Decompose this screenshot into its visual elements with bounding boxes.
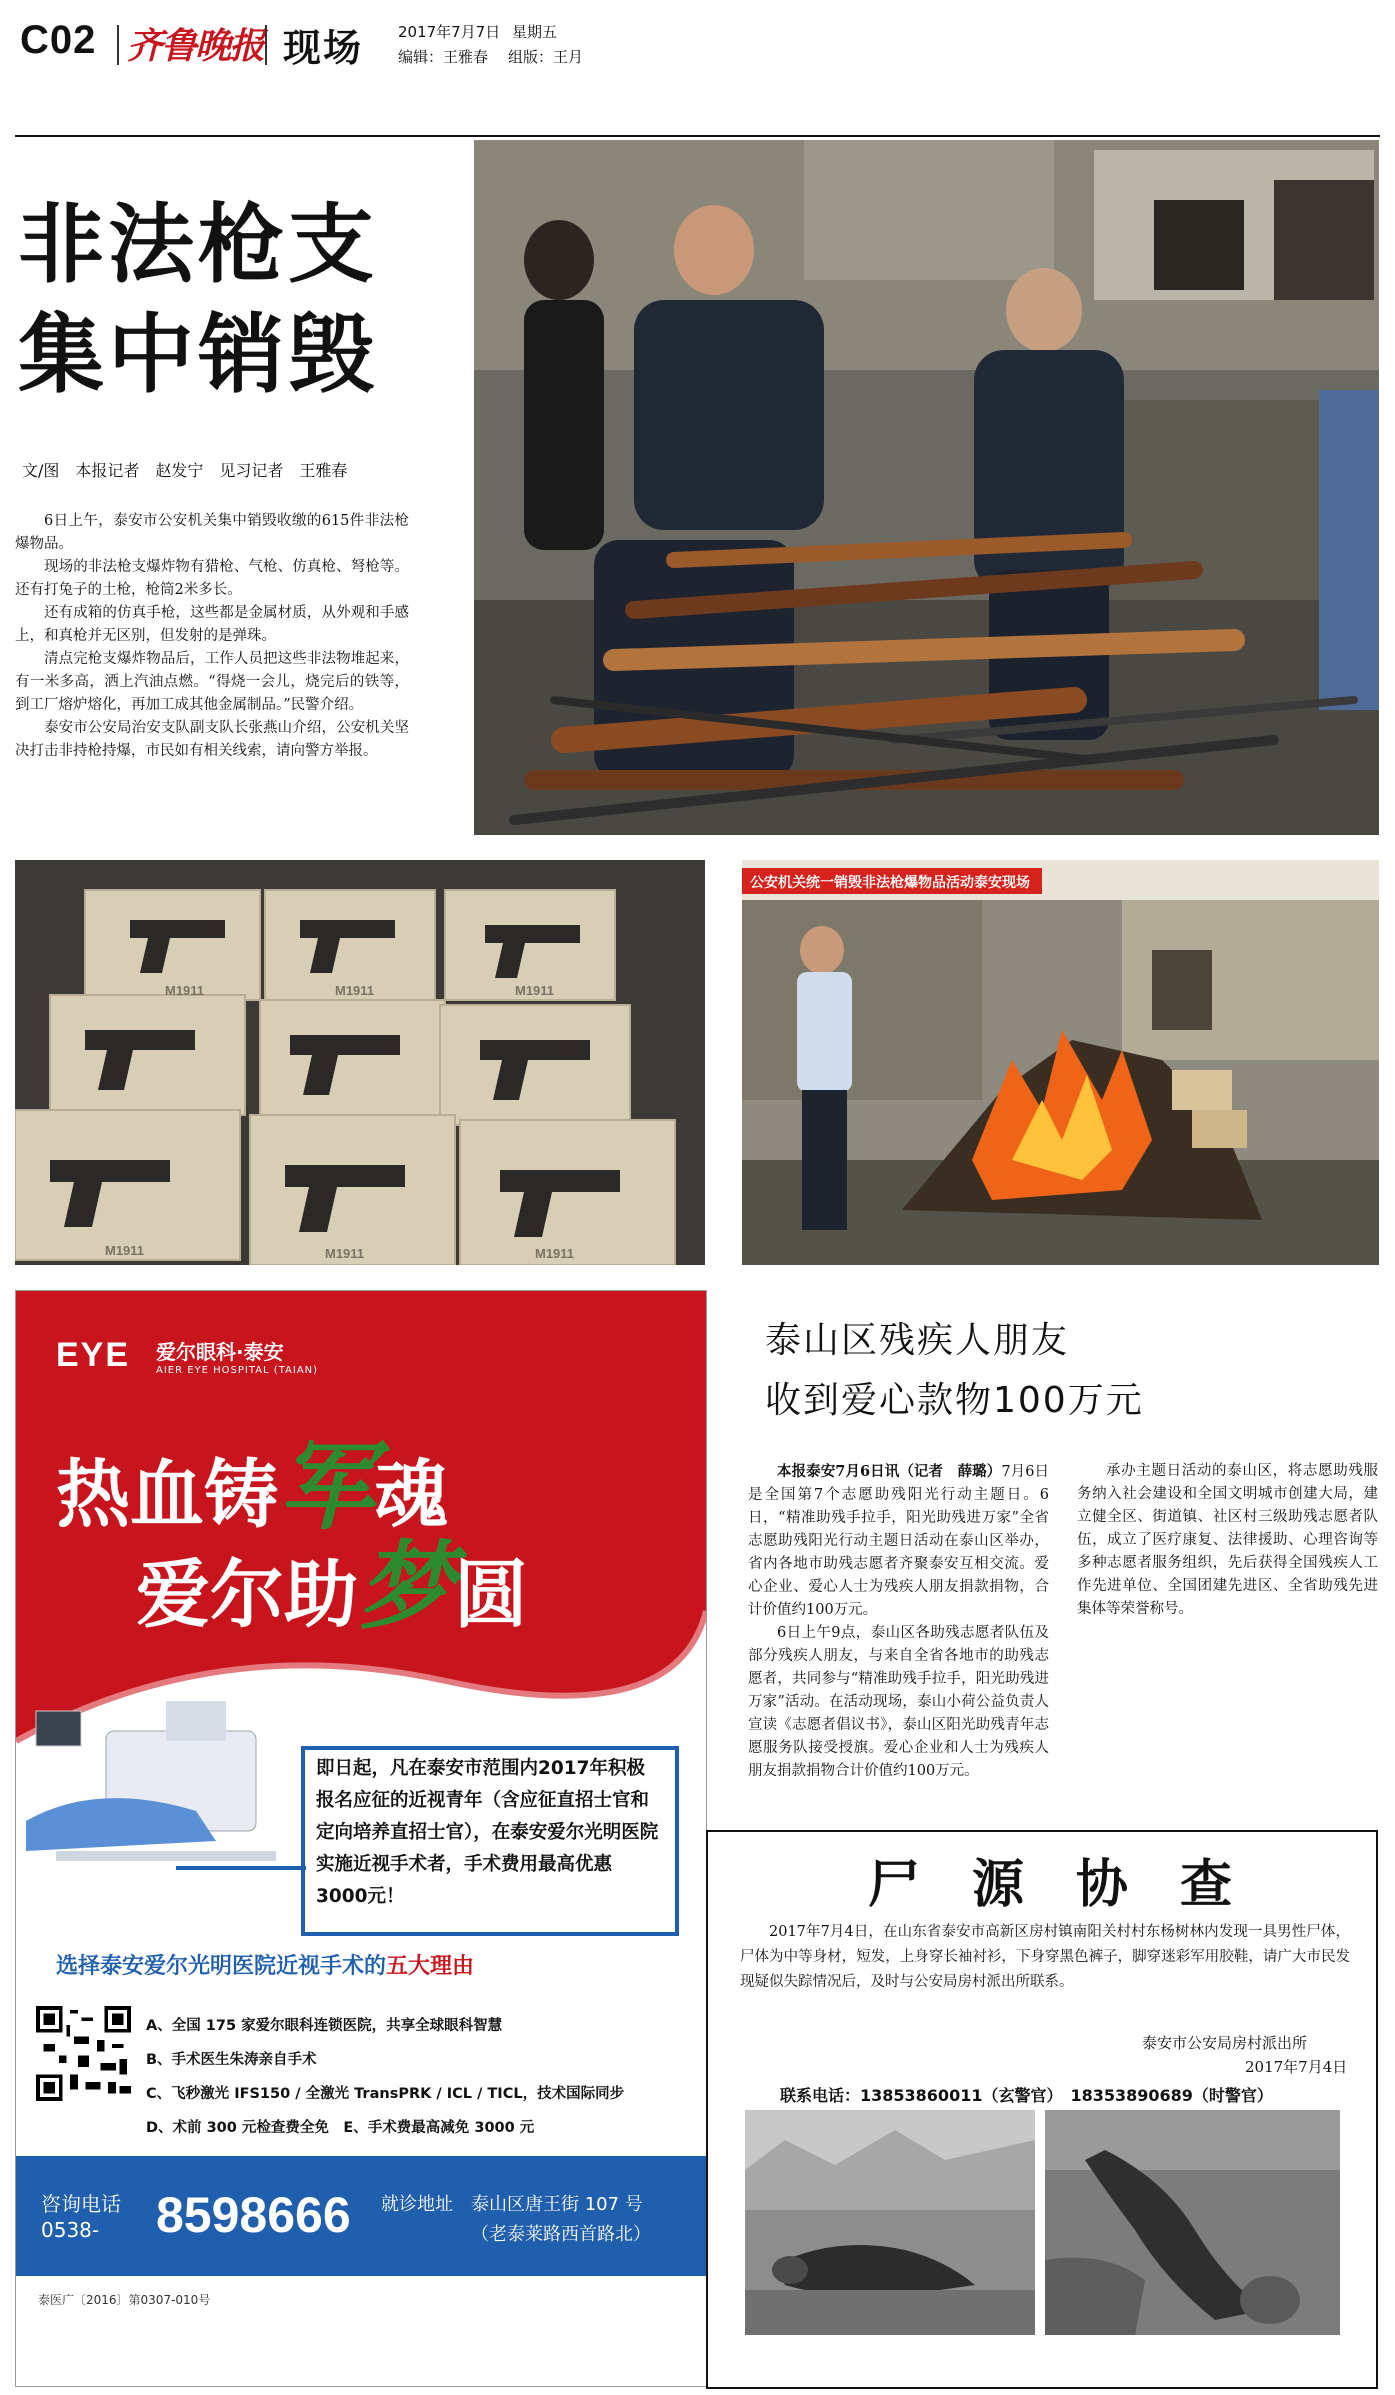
paragraph: 6日上午，泰安市公安机关集中销毁收缴的615件非法枪爆物品。 bbox=[15, 513, 409, 552]
editor-credit: 编辑：王雅春 bbox=[398, 48, 489, 66]
paragraph: 现场的非法枪支爆炸物有猎枪、气枪、仿真枪、弩枪等。还有打兔子的土枪，枪筒2米多长。 bbox=[15, 559, 409, 598]
ad-calligraphy-char: 梦 bbox=[358, 1530, 454, 1643]
layout-credit: 组版：王月 bbox=[508, 48, 584, 66]
surgery-equipment-image bbox=[16, 1691, 316, 1881]
paragraph: 泰安市公安局治安支队副支队长张燕山介绍，公安机关坚决打击非持枪持爆，市民如有相关线索，请向警方举报。 bbox=[15, 720, 409, 759]
reason-item: C、飞秒激光 IFS150 / 全激光 TransPRK / ICL / TICL，技术国际同步 bbox=[146, 2086, 625, 2102]
header-divider bbox=[265, 25, 267, 65]
photo-replica-pistols bbox=[15, 860, 705, 1265]
page-header bbox=[0, 0, 1395, 135]
ad-headline-text: 热血铸 bbox=[56, 1452, 278, 1538]
reason-item: B、手术医生朱涛亲自手术 bbox=[146, 2052, 317, 2068]
header-divider bbox=[117, 25, 119, 65]
notice-title: 尸 源 协 查 bbox=[868, 1854, 1233, 1915]
reasons-title-text: 选择泰安爱尔光明医院近视手术的 bbox=[56, 1954, 387, 1979]
charity-paragraph: 承办主题日活动的泰山区，将志愿助残服务纳入社会建设和全国文明城市创建大局，建立健全区、街道镇、社区村三级助残志愿者队伍，成立了医疗康复、法律援助、心理咨询等多种志愿者服务组织，先后获得全国残疾人工作先进单位、全国团建先进区、全省助残先进集体等荣誉称号。 bbox=[1077, 1463, 1378, 1617]
issue-date: 2017年7月7日 bbox=[398, 23, 501, 41]
reason-item: D、术前 300 元检查费全免 E、手术费最高减免 3000 元 bbox=[146, 2120, 535, 2136]
ad-brand: 爱尔眼科·泰安 bbox=[156, 1340, 284, 1364]
phone-area-code: 0538- bbox=[41, 2218, 100, 2242]
paragraph: 清点完枪支爆炸物品后，工作人员把这些非法物堆起来，有一米多高，洒上汽油点燃。“得烧一会儿，烧完后的铁等，到工厂熔炉熔化，再加工成其他金属制品。”民警介绍。 bbox=[15, 651, 409, 713]
page-number: C02 bbox=[20, 18, 97, 62]
section-name: 现场 bbox=[283, 26, 364, 70]
charity-title-2: 收到爱心款物100万元 bbox=[765, 1380, 1144, 1421]
ad-notice-box-shadow bbox=[176, 1866, 306, 1870]
address-label: 就诊地址 bbox=[381, 2194, 453, 2215]
photo-banner: 公安机关统一销毁非法枪爆物品活动泰安现场 bbox=[750, 875, 1030, 891]
box-label: M1911 bbox=[515, 983, 555, 998]
ad-notice-text: 即日起，凡在泰安市范围内2017年积极报名应征的近视青年（含应征直招士官和定向培养直招士官），在泰安爱尔光明医院实施近视手术者，手术费用最高优惠3000元！ bbox=[316, 1758, 659, 1907]
ad-permit: 泰医广〔2016〕第0307-010号 bbox=[38, 2293, 211, 2307]
ad-reasons-list bbox=[146, 2009, 696, 2145]
header-rule bbox=[15, 135, 1380, 137]
ad-brand-en: AIER EYE HOSPITAL (TAIAN) bbox=[156, 1365, 319, 1376]
paragraph: 还有成箱的仿真手枪，这些都是金属材质，从外观和手感上，和真枪并无区别，但发射的是弹珠。 bbox=[15, 605, 409, 644]
charity-paragraph: 6日上午9点，泰山区各助残志愿者队伍及部分残疾人朋友，与来自全省各地市的助残志愿者，共同参与“精准助残手拉手，阳光助残进万家”活动。在活动现场，泰山小荷公益负责人宣读《志愿者倡议书》，泰山区阳光助残青年志愿服务队接受授旗。爱心企业和人士为残疾人朋友捐款捐物合计价值约100万元。 bbox=[748, 1625, 1049, 1779]
photo-police-guns bbox=[474, 140, 1379, 835]
newspaper-logo: 齐鲁晚报 bbox=[127, 25, 264, 67]
notice-contact: 联系电话：13853860011（玄警官） 18353890689（时警官） bbox=[780, 2086, 1273, 2105]
box-label: M1911 bbox=[535, 1246, 575, 1261]
byline: 文/图 本报记者 赵发宁 见习记者 王雅春 bbox=[22, 461, 348, 480]
headline-line-1: 非法枪支 bbox=[18, 195, 378, 295]
box-label: M1911 bbox=[325, 1246, 365, 1261]
ad-logo: EYE bbox=[56, 1336, 131, 1374]
charity-lead: 本报泰安7月6日讯（记者 薛璐） bbox=[777, 1463, 1002, 1480]
issue-weekday: 星期五 bbox=[512, 23, 558, 41]
photo-body-1 bbox=[745, 2110, 1035, 2335]
ad-calligraphy-char: 军 bbox=[278, 1430, 374, 1543]
ad-headline-2 bbox=[136, 1511, 528, 1648]
box-label: M1911 bbox=[105, 1243, 145, 1258]
ad-headline-text: 圆 bbox=[454, 1552, 528, 1638]
phone-label: 咨询电话 bbox=[41, 2192, 121, 2216]
notice-org: 泰安市公安局房村派出所 bbox=[1142, 2034, 1308, 2052]
box-label: M1911 bbox=[165, 983, 205, 998]
ad-headline-text: 魂 bbox=[374, 1452, 448, 1538]
notice-body: 2017年7月4日，在山东省泰安市高新区房村镇南阳关村村东杨树林内发现一具男性尸体，尸体为中等身材，短发，上身穿长袖衬衫，下身穿黑色裤子，脚穿迷彩军用胶鞋，请广大市民发现疑似失踪情况后，及时与公安局房村派出所联系。 bbox=[740, 1924, 1350, 1990]
reason-item: A、全国 175 家爱尔眼科连锁医院，共享全球眼科智慧 bbox=[146, 2018, 503, 2034]
headline-line-2: 集中销毁 bbox=[18, 305, 378, 405]
photo-body-2 bbox=[1045, 2110, 1340, 2335]
address-line-2: （老泰莱路西首路北） bbox=[471, 2224, 651, 2245]
address-line-1: 泰山区唐王街 107 号 bbox=[471, 2194, 643, 2215]
charity-paragraph-text: 7月6日是全国第7个志愿助残阳光行动主题日。6日，“精准助残手拉手，阳光助残进万家”全省志愿助残阳光行动主题日活动在泰山区举办，省内各地市助残志愿者齐聚泰安互相交流。爱心企业、爱心人士为残疾人朋友捐款捐物，合计价值约100万元。 bbox=[748, 1464, 1049, 1618]
charity-paragraph bbox=[748, 1460, 1049, 1622]
notice-date: 2017年7月4日 bbox=[1245, 2058, 1348, 2076]
charity-body bbox=[748, 1460, 1378, 1790]
reasons-title-em: 五大理由 bbox=[386, 1954, 475, 1979]
ad-headline-text: 爱尔助 bbox=[136, 1552, 358, 1638]
headline bbox=[18, 190, 478, 410]
box-label: M1911 bbox=[335, 983, 375, 998]
ad-contact-bar bbox=[16, 2156, 706, 2276]
ad-reasons-title bbox=[56, 1949, 474, 1980]
aier-eye-ad bbox=[15, 1290, 707, 2387]
qr-code bbox=[36, 2006, 131, 2101]
phone-number: 8598666 bbox=[156, 2187, 351, 2243]
charity-title-1: 泰山区残疾人朋友 bbox=[765, 1320, 1070, 1361]
main-story-body bbox=[15, 510, 409, 763]
photo-burning-pile bbox=[742, 860, 1379, 1265]
